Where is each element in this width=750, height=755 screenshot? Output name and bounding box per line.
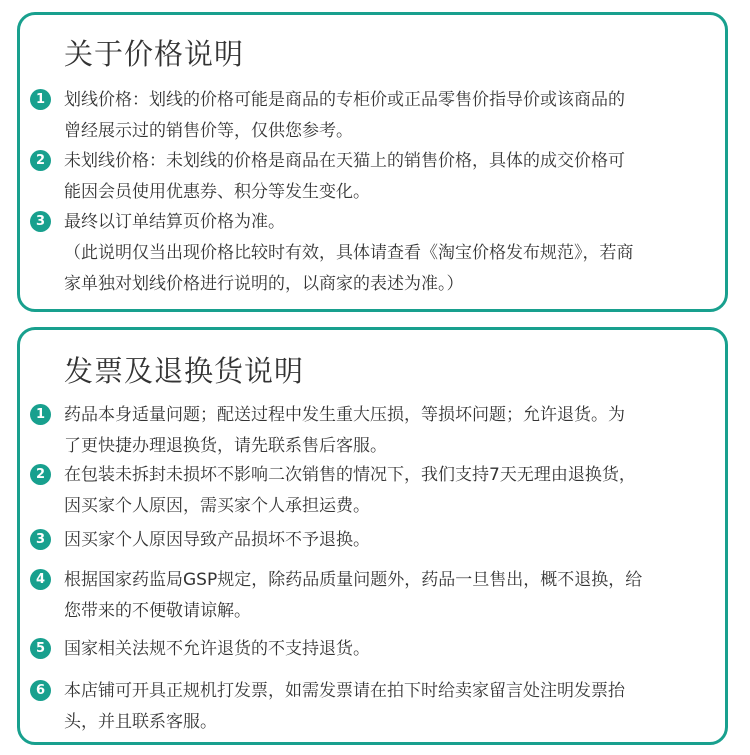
number-badge-3: 3 xyxy=(30,529,51,550)
return-item-text xyxy=(64,634,720,665)
text-line: 曾经展示过的销售价等，仅供您参考。 xyxy=(64,121,353,141)
text-line: 药品本身适量问题；配送过程中发生重大压损，等损坏问题；允许退货。为 xyxy=(64,405,625,425)
return-info-card xyxy=(17,327,728,745)
text-line: 您带来的不便敬请谅解。 xyxy=(64,601,251,621)
number-badge-3: 3 xyxy=(30,211,51,232)
text-line: 家单独对划线价格进行说明的，以商家的表述为准。） xyxy=(64,274,464,294)
text-line: 本店铺可开具正规机打发票，如需发票请在拍下时给卖家留言处注明发票抬 xyxy=(64,681,625,701)
price-item-text xyxy=(64,146,720,208)
return-item-text xyxy=(64,676,720,738)
return-item-text xyxy=(64,565,720,627)
text-line: （此说明仅当出现价格比较时有效，具体请查看《淘宝价格发布规范》，若商 xyxy=(64,243,634,263)
number-badge-4: 4 xyxy=(30,569,51,590)
text-line: 根据国家药监局GSP规定，除药品质量问题外，药品一旦售出，概不退换，给 xyxy=(64,570,643,590)
price-info-title: 关于价格说明 xyxy=(64,37,245,71)
text-line: 头，并且联系客服。 xyxy=(64,712,217,732)
number-badge-5: 5 xyxy=(30,638,51,659)
return-item-text xyxy=(64,525,720,556)
text-line: 国家相关法规不允许退货的不支持退货。 xyxy=(64,639,370,659)
text-line: 因买家个人原因导致产品损坏不予退换。 xyxy=(64,530,370,550)
text-line: 在包装未拆封未损坏不影响二次销售的情况下，我们支持7天无理由退换货， xyxy=(64,465,636,485)
text-line: 最终以订单结算页价格为准。 xyxy=(64,212,285,232)
text-line: 因买家个人原因，需买家个人承担运费。 xyxy=(64,496,370,516)
number-badge-1: 1 xyxy=(30,89,51,110)
number-badge-6: 6 xyxy=(30,680,51,701)
number-badge-2: 2 xyxy=(30,150,51,171)
text-line: 了更快捷办理退换货，请先联系售后客服。 xyxy=(64,436,387,456)
price-info-card xyxy=(17,12,728,312)
return-item-text xyxy=(64,400,720,462)
text-line: 能因会员使用优惠券、积分等发生变化。 xyxy=(64,182,370,202)
price-item-text xyxy=(64,85,720,147)
text-line: 划线价格：划线的价格可能是商品的专柜价或正品零售价指导价或该商品的 xyxy=(64,90,625,110)
price-item-text xyxy=(64,207,720,300)
return-info-title: 发票及退换货说明 xyxy=(64,354,305,388)
text-line: 未划线价格：未划线的价格是商品在天猫上的销售价格，具体的成交价格可 xyxy=(64,151,625,171)
number-badge-2: 2 xyxy=(30,464,51,485)
number-badge-1: 1 xyxy=(30,404,51,425)
return-item-text xyxy=(64,460,720,522)
